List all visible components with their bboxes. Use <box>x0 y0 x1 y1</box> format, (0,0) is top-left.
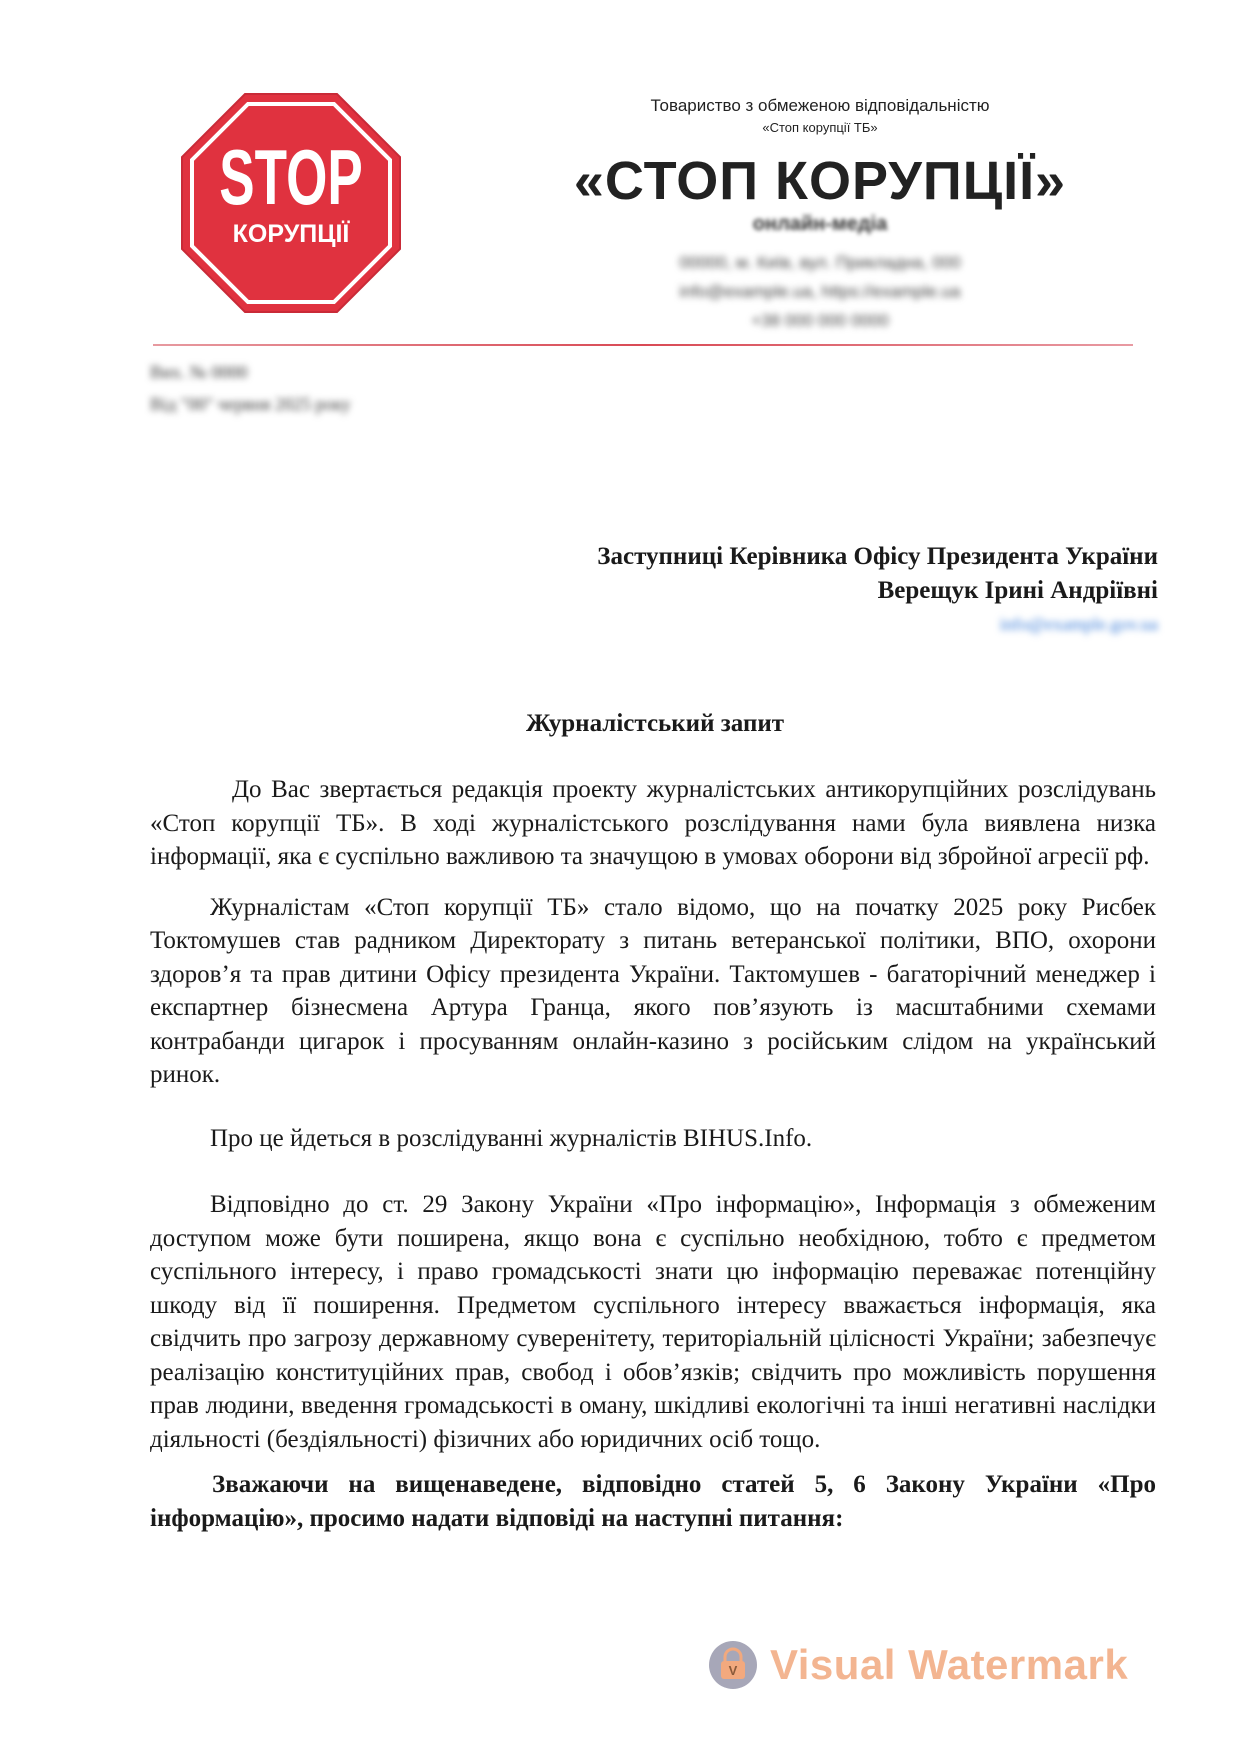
padlock-v-icon <box>708 1640 758 1690</box>
body-paragraph-request: Зважаючи на вищенаведене, відповідно статей 5, 6 Закону України «Про інформацію», просимо надати відповіді на наступні питання: <box>150 1471 1156 1532</box>
watermark-text: Visual Watermark <box>770 1641 1129 1688</box>
reference-number: Вих. № 0000 <box>150 362 248 382</box>
reference-date: Від "00" червня 2025 року <box>150 394 351 414</box>
document-title: Журналістський запит <box>525 710 785 737</box>
reference-block <box>150 356 490 420</box>
addressee-block <box>358 540 1158 640</box>
stop-sign-text: STOP <box>219 134 363 222</box>
addressee-email: info@example.gov.ua <box>999 614 1158 634</box>
company-subtitle: онлайн-медіа <box>752 213 888 235</box>
addressee-name: Верещук Ірині Андріївні <box>877 577 1158 604</box>
contact-email-site: info@example.ua, https://example.ua <box>679 282 961 301</box>
stop-sign-icon <box>180 92 402 314</box>
company-name: «СТОП КОРУПЦІЇ» <box>573 151 1067 211</box>
contact-phone: +38 000 000 0000 <box>751 311 889 330</box>
addressee-position: Заступниці Керівника Офісу Президента України <box>597 543 1158 570</box>
header-divider <box>153 344 1133 346</box>
company-legal-form <box>520 95 1120 139</box>
svg-text:V: V <box>728 1663 738 1678</box>
contact-address: 00000, м. Київ, вул. Прикладна, 000 <box>679 253 961 272</box>
watermark <box>708 1640 1128 1690</box>
document-body <box>150 773 1156 1535</box>
legal-form-text: Товариство з обмеженою відповідальністю <box>650 96 990 115</box>
body-paragraph: До Вас звертається редакція проекту журналістських антикорупційних розслідувань «Стоп корупції ТБ». В ході журналістського розслідування нами була виявлена низка інформації, яка є суспільно важливою та значущою в умовах оборони від збройної агресії рф. <box>150 776 1156 870</box>
body-paragraph: Відповідно до ст. 29 Закону України «Про інформацію», Інформація з обмеженим доступом може бути поширена, якщо вона є суспільно необхідною, тобто є предметом суспільного інтересу, і право громадськості знати цю інформацію переважає потенційну шкоду від її поширення. Предметом суспільного інтересу вважається інформація, яка свідчить про загрозу державному суверенітету, територіальній цілісності України; забезпечує реалізацію конституційних прав, свобод і обов’язків; свідчить про можливість порушення прав людини, введення громадськості в оману, шкідливі екологічні та інші негативні наслідки діяльності (бездіяльності) фізичних або юридичних осіб тощо. <box>150 1191 1156 1453</box>
body-paragraph: Журналістам «Стоп корупції ТБ» стало відомо, що на початку 2025 року Рисбек Токтомушев став радником Директорату з питань ветеранської політики, ВПО, охорони здоров’я та прав дитини Офісу президента України. Тактомушев - багаторічний менеджер і експартнер бізнесмена Артура Гранца, якого пов’язують із масштабними схемами контрабанди цигарок і просуванням онлайн-казино з російським слідом на український ринок. <box>150 893 1156 1088</box>
body-paragraph: Про це йдеться в розслідуванні журналістів BIHUS.Info. <box>210 1124 813 1152</box>
company-contacts <box>520 248 1120 335</box>
company-short-name: «Стоп корупції ТБ» <box>762 120 878 135</box>
stop-sign-subtext: КОРУПЦІЇ <box>232 220 350 248</box>
